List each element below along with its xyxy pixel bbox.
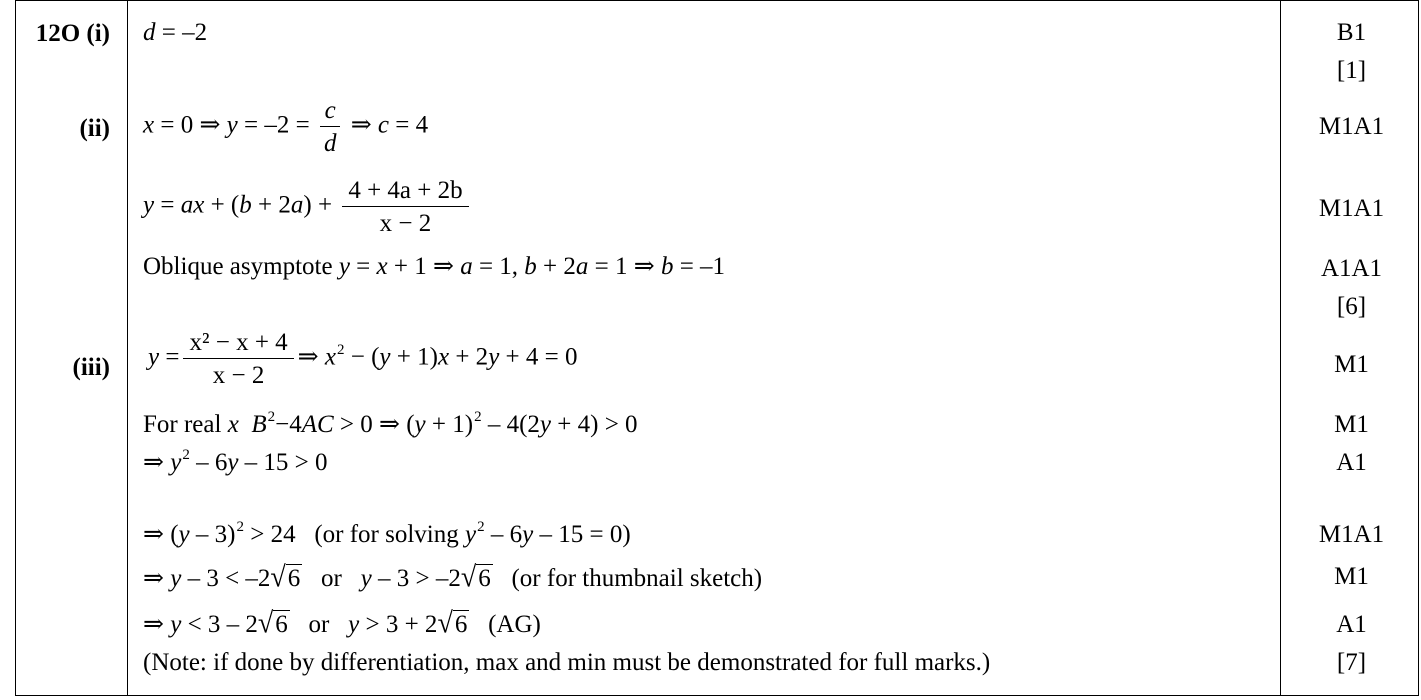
mark-i-1: B1 [1336,19,1367,46]
part-iii-line-4: ⇒ (y – 3)$^2$ > 24 (or for solving $y^2 - 6y - 15 = 0$) [143,519,631,548]
sqrt-6: √6 [270,561,301,594]
ag-label: (AG) [488,611,541,638]
part-label-i: 12O (i) [35,20,110,47]
fraction-c-over-d [320,98,341,156]
mark-iii-total: [7] [1336,649,1367,676]
part-iii-line-5: ⇒ y – 3 < –2√6 or y – 3 > –2√6 (or for thumbnail sketch) [143,561,763,594]
part-ii-line-1: x = 0 ⇒ y = –2 = $\frac{c}{d}$ ⇒ c = 4 [143,97,429,157]
column-divider-right [1280,1,1281,695]
mark-ii-3: A1A1 [1320,255,1383,282]
mark-ii-1: M1A1 [1318,113,1385,140]
mark-iii-4: M1A1 [1318,521,1385,548]
sqrt-6: √6 [257,607,288,640]
or-solving-label: (or for solving [314,521,459,548]
part-iii-line-2: For real x $B^2-4AC > 0$ ⇒ $(y + 1)^2 - 4(2y + 4) > 0$ [143,409,638,438]
thumbnail-sketch-label: (or for thumbnail sketch) [511,565,763,592]
mark-iii-6: A1 [1336,611,1367,638]
part-label-iii: (iii) [72,354,110,381]
part-iii-line-6: ⇒ y < 3 – 2√6 or y > 3 + 2√6 (AG) [143,607,541,640]
part-iii-line-1: y = $\frac{\text{x² − x + 4}}{x - 2}$ ⇒ $x^2 - (y + 1)x + 2y + 4 = 0$ [148,329,578,389]
mark-iii-1: M1 [1334,351,1369,378]
fraction-y-def-num: x² − x + 4 [183,330,293,359]
part-ii-line-3: Oblique asymptote y = x + 1 ⇒ a = 1, b + 2a = 1 ⇒ b = –1 [143,253,726,280]
mark-ii-2: M1A1 [1318,195,1385,222]
part-label-ii: (ii) [79,115,110,142]
part-ii-line-2: y = ax + (b + 2a) + $\frac{4 + 4a + 2b}{x - 2}$ [143,178,473,236]
sqrt-6: √6 [437,607,468,640]
or-word: or [321,565,342,592]
mark-iii-2: M1 [1334,411,1369,438]
mark-iii-3: A1 [1336,449,1367,476]
mark-ii-total: [6] [1336,293,1367,320]
fraction-remainder [342,178,468,236]
fraction-c: c [324,97,336,124]
part-iii-note: (Note: if done by differentiation, max and min must be demonstrated for full marks.) [143,649,991,676]
oblique-asymptote-label: Oblique asymptote [143,253,333,280]
sqrt-6: √6 [460,561,491,594]
mark-i-total: [1] [1336,57,1367,84]
or-word: or [308,611,330,638]
column-divider-left [127,1,128,695]
part-iii-line-3: ⇒ $y^2 - 6y - 15 > 0$ [143,447,328,476]
fraction-remainder-den: x − 2 [379,210,432,237]
mark-iii-5: M1 [1334,563,1369,590]
fraction-d: d [323,130,337,157]
part-i-answer: d = –2 [143,19,208,46]
fraction-y-def-den: x − 2 [212,362,265,389]
fraction-remainder-num: 4 + 4a + 2b [342,178,468,207]
fraction-y-def [183,330,293,388]
for-real-label: For real [143,411,222,438]
